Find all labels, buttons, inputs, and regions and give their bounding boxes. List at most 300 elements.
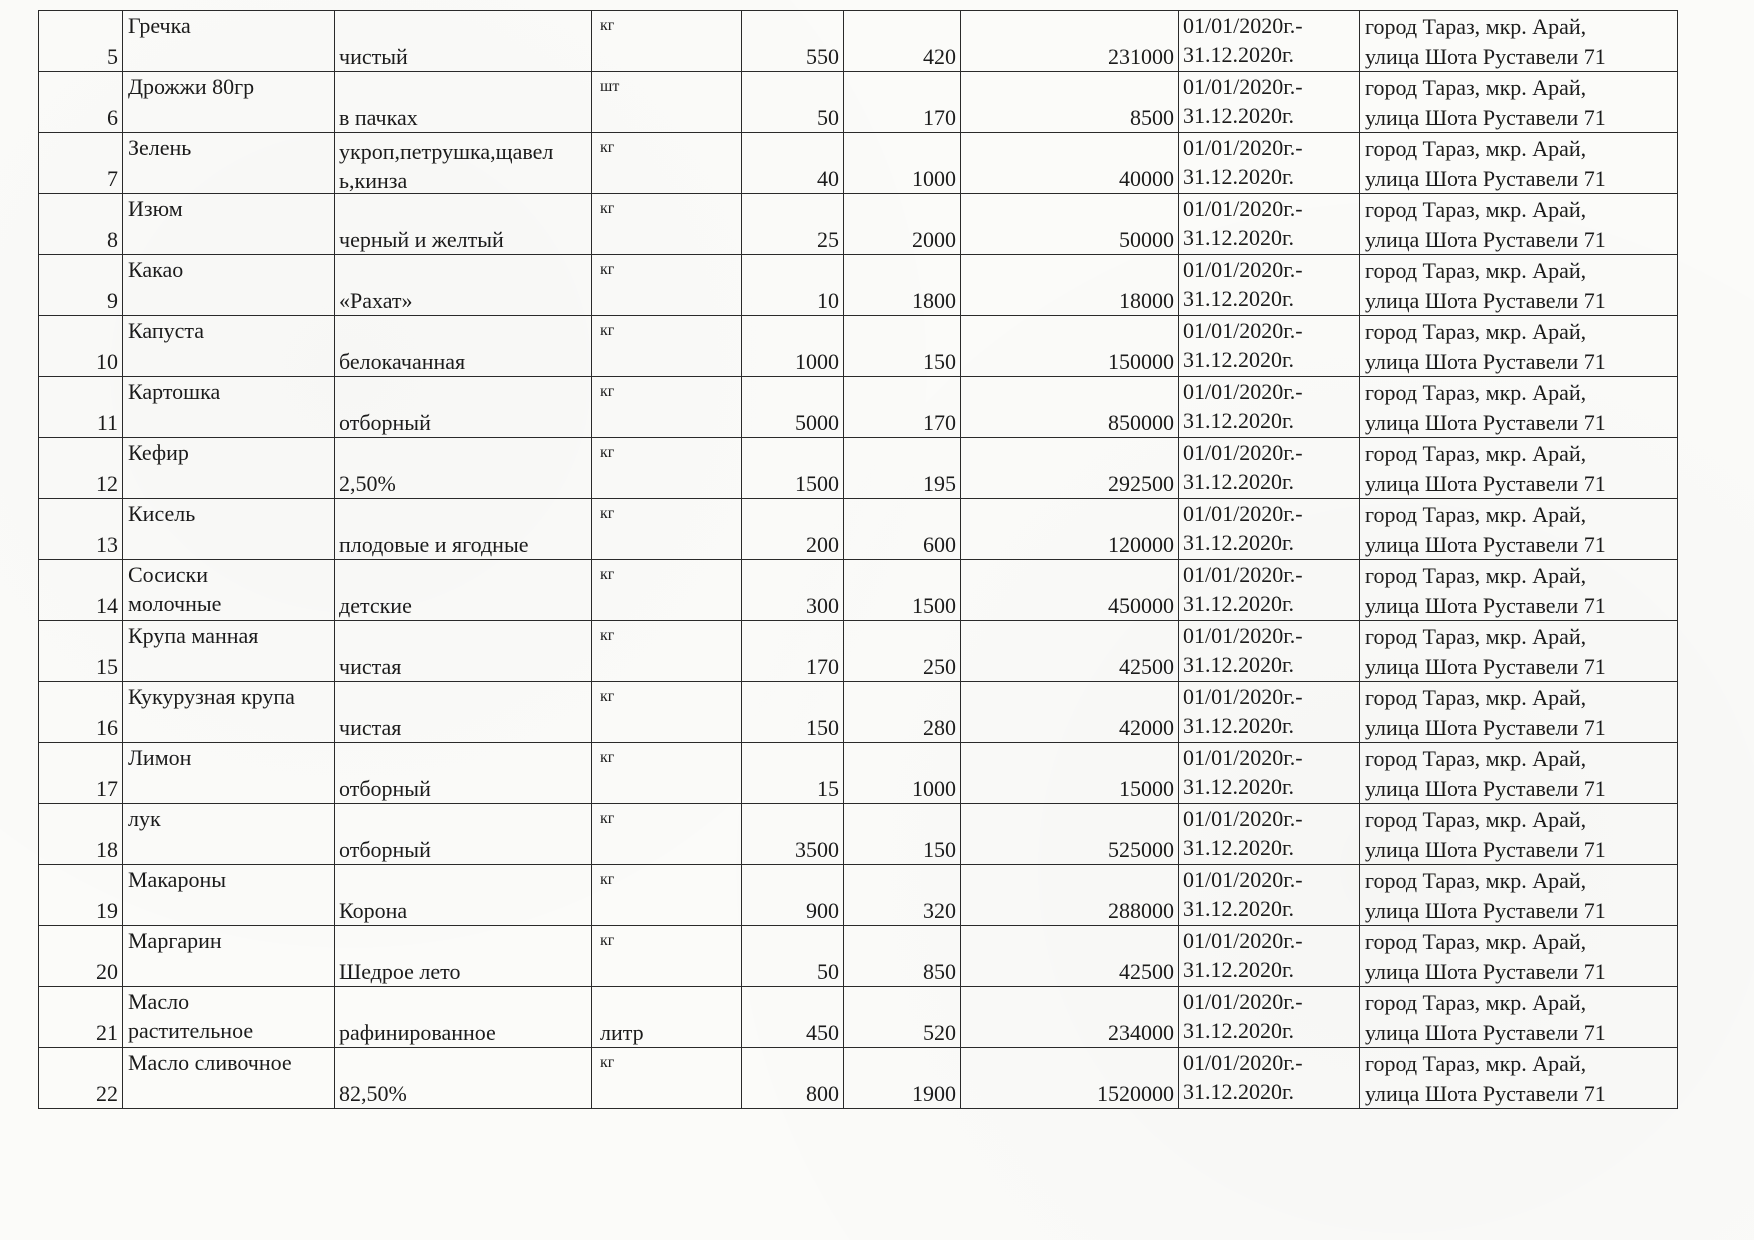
unit-cell [592,1048,742,1109]
total-sum-cell [961,560,1179,621]
unit-cell [592,255,742,316]
product-spec-cell [335,560,592,621]
unit: литр [600,1020,644,1045]
delivery-address: город Тараз, мкр. Арай, улица Шота Руставели 71 [1365,380,1606,435]
product-name: Зелень [128,135,192,160]
row-number-cell [39,255,123,316]
total-sum-cell [961,682,1179,743]
row-number: 10 [96,349,118,374]
delivery-address-cell [1360,133,1678,194]
total-sum: 234000 [1108,1020,1174,1045]
unit-price: 1900 [912,1081,956,1106]
total-sum-cell [961,926,1179,987]
product-name: Какао [128,257,184,282]
delivery-period: 01/01/2020г.- 31.12.2020г. [1183,684,1303,738]
unit: кг [600,749,615,766]
delivery-period-cell [1179,194,1360,255]
quantity: 550 [806,44,839,69]
row-number: 22 [96,1081,118,1106]
delivery-address: город Тараз, мкр. Арай, улица Шота Руставели 71 [1365,197,1606,252]
row-number: 21 [96,1020,118,1045]
product-name-cell [123,560,335,621]
quantity: 200 [806,532,839,557]
delivery-address-cell [1360,682,1678,743]
total-sum: 42500 [1119,654,1174,679]
total-sum: 18000 [1119,288,1174,313]
unit: кг [600,1054,615,1071]
total-sum-cell [961,133,1179,194]
delivery-address-cell [1360,804,1678,865]
delivery-period-cell [1179,438,1360,499]
unit-price: 2000 [912,227,956,252]
quantity: 900 [806,898,839,923]
total-sum: 15000 [1119,776,1174,801]
unit: кг [600,383,615,400]
row-number: 13 [96,532,118,557]
quantity: 40 [817,166,839,191]
delivery-address-cell [1360,1048,1678,1109]
unit: кг [600,566,615,583]
unit-cell [592,926,742,987]
delivery-address: город Тараз, мкр. Арай, улица Шота Руставели 71 [1365,868,1606,923]
product-name-cell [123,743,335,804]
delivery-address-cell [1360,438,1678,499]
row-number-cell [39,194,123,255]
unit: кг [600,627,615,644]
total-sum-cell [961,255,1179,316]
delivery-period: 01/01/2020г.- 31.12.2020г. [1183,74,1303,128]
total-sum-cell [961,11,1179,72]
delivery-address-cell [1360,560,1678,621]
product-name: Кукурузная крупа [128,684,295,709]
delivery-address: город Тараз, мкр. Арай, улица Шота Руставели 71 [1365,14,1606,69]
delivery-period: 01/01/2020г.- 31.12.2020г. [1183,13,1303,67]
delivery-period: 01/01/2020г.- 31.12.2020г. [1183,1050,1303,1104]
product-name-cell [123,865,335,926]
product-name-cell [123,255,335,316]
delivery-address: город Тараз, мкр. Арай, улица Шота Руставели 71 [1365,502,1606,557]
row-number-cell [39,987,123,1048]
unit-price: 520 [923,1020,956,1045]
unit: кг [600,932,615,949]
quantity: 3500 [795,837,839,862]
unit-cell [592,621,742,682]
product-spec: чистая [339,715,402,740]
delivery-period-cell [1179,621,1360,682]
unit: кг [600,810,615,827]
delivery-period: 01/01/2020г.- 31.12.2020г. [1183,440,1303,494]
total-sum: 120000 [1108,532,1174,557]
product-spec: 82,50% [339,1081,407,1106]
unit-price: 1000 [912,166,956,191]
row-number-cell [39,926,123,987]
delivery-address: город Тараз, мкр. Арай, улица Шота Руставели 71 [1365,441,1606,496]
unit-price-cell [844,194,961,255]
quantity-cell [742,11,844,72]
unit-price-cell [844,133,961,194]
quantity-cell [742,987,844,1048]
unit-price: 850 [923,959,956,984]
total-sum: 42000 [1119,715,1174,740]
total-sum: 40000 [1119,166,1174,191]
table-row [39,194,1678,255]
unit-price-cell [844,499,961,560]
unit-cell [592,499,742,560]
delivery-address: город Тараз, мкр. Арай, улица Шота Руставели 71 [1365,990,1606,1045]
unit-cell [592,804,742,865]
table-row [39,560,1678,621]
delivery-period-cell [1179,133,1360,194]
product-spec-cell [335,865,592,926]
product-spec: укроп,петрушка,щавел ь,кинза [339,139,554,193]
delivery-period: 01/01/2020г.- 31.12.2020г. [1183,562,1303,616]
row-number: 18 [96,837,118,862]
total-sum-cell [961,987,1179,1048]
quantity-cell [742,743,844,804]
delivery-period: 01/01/2020г.- 31.12.2020г. [1183,318,1303,372]
product-spec-cell [335,11,592,72]
product-spec: Шедрое лето [339,959,461,984]
row-number-cell [39,499,123,560]
quantity-cell [742,682,844,743]
product-name-cell [123,11,335,72]
delivery-period: 01/01/2020г.- 31.12.2020г. [1183,928,1303,982]
unit: кг [600,17,615,34]
quantity: 150 [806,715,839,740]
product-spec-cell [335,1048,592,1109]
product-spec: чистая [339,654,402,679]
product-name: Макароны [128,867,227,892]
product-spec: «Рахат» [339,288,413,313]
quantity-cell [742,560,844,621]
quantity-cell [742,72,844,133]
total-sum-cell [961,499,1179,560]
product-name-cell [123,377,335,438]
delivery-period-cell [1179,926,1360,987]
total-sum-cell [961,804,1179,865]
delivery-address: город Тараз, мкр. Арай, улица Шота Руставели 71 [1365,746,1606,801]
table-row [39,987,1678,1048]
quantity-cell [742,438,844,499]
total-sum: 292500 [1108,471,1174,496]
unit-price: 150 [923,349,956,374]
total-sum: 150000 [1108,349,1174,374]
unit-cell [592,560,742,621]
total-sum: 1520000 [1097,1081,1174,1106]
product-spec-cell [335,72,592,133]
delivery-address-cell [1360,377,1678,438]
product-spec-cell [335,377,592,438]
product-name-cell [123,1048,335,1109]
row-number-cell [39,682,123,743]
unit-price-cell [844,804,961,865]
total-sum-cell [961,1048,1179,1109]
quantity: 50 [817,959,839,984]
table-row [39,499,1678,560]
delivery-period-cell [1179,316,1360,377]
row-number: 6 [107,105,118,130]
delivery-period-cell [1179,865,1360,926]
product-spec: в пачках [339,105,418,130]
total-sum-cell [961,72,1179,133]
unit-cell [592,743,742,804]
delivery-period-cell [1179,499,1360,560]
product-name-cell [123,133,335,194]
unit-cell [592,11,742,72]
unit-cell [592,377,742,438]
delivery-address-cell [1360,621,1678,682]
delivery-address-cell [1360,255,1678,316]
unit-price: 250 [923,654,956,679]
delivery-period-cell [1179,377,1360,438]
delivery-period-cell [1179,255,1360,316]
total-sum-cell [961,743,1179,804]
unit-price: 1000 [912,776,956,801]
table-row [39,72,1678,133]
quantity: 5000 [795,410,839,435]
unit-price-cell [844,743,961,804]
product-spec: отборный [339,837,431,862]
quantity-cell [742,1048,844,1109]
quantity: 800 [806,1081,839,1106]
row-number-cell [39,804,123,865]
unit-cell [592,72,742,133]
total-sum: 450000 [1108,593,1174,618]
quantity-cell [742,865,844,926]
quantity: 170 [806,654,839,679]
unit-price: 420 [923,44,956,69]
quantity-cell [742,377,844,438]
row-number: 19 [96,898,118,923]
row-number-cell [39,1048,123,1109]
total-sum: 231000 [1108,44,1174,69]
delivery-address: город Тараз, мкр. Арай, улица Шота Руставели 71 [1365,1051,1606,1106]
unit-price: 170 [923,410,956,435]
product-name-cell [123,926,335,987]
delivery-address-cell [1360,499,1678,560]
unit-price-cell [844,11,961,72]
table-row [39,621,1678,682]
total-sum-cell [961,194,1179,255]
delivery-period: 01/01/2020г.- 31.12.2020г. [1183,196,1303,250]
table-row [39,804,1678,865]
total-sum-cell [961,316,1179,377]
product-spec-cell [335,194,592,255]
product-name-cell [123,682,335,743]
quantity-cell [742,926,844,987]
total-sum-cell [961,377,1179,438]
row-number-cell [39,438,123,499]
delivery-address: город Тараз, мкр. Арай, улица Шота Руставели 71 [1365,136,1606,191]
unit: кг [600,444,615,461]
product-spec-cell [335,804,592,865]
product-name: Кефир [128,440,189,465]
unit-price: 1800 [912,288,956,313]
total-sum-cell [961,438,1179,499]
unit: кг [600,322,615,339]
quantity: 25 [817,227,839,252]
delivery-address: город Тараз, мкр. Арай, улица Шота Руставели 71 [1365,258,1606,313]
procurement-table [38,10,1678,1109]
quantity-cell [742,804,844,865]
unit: кг [600,139,615,156]
delivery-address: город Тараз, мкр. Арай, улица Шота Руставели 71 [1365,563,1606,618]
product-name-cell [123,72,335,133]
table-row [39,377,1678,438]
unit-price-cell [844,377,961,438]
product-name: Гречка [128,13,191,38]
product-name-cell [123,499,335,560]
unit-price-cell [844,255,961,316]
quantity-cell [742,194,844,255]
delivery-address-cell [1360,926,1678,987]
product-spec-cell [335,743,592,804]
delivery-address-cell [1360,11,1678,72]
delivery-address-cell [1360,316,1678,377]
row-number: 8 [107,227,118,252]
unit-price-cell [844,865,961,926]
row-number-cell [39,11,123,72]
delivery-address-cell [1360,743,1678,804]
table-row [39,1048,1678,1109]
quantity: 15 [817,776,839,801]
unit-cell [592,865,742,926]
product-spec-cell [335,316,592,377]
table-row [39,926,1678,987]
product-spec: черный и желтый [339,227,504,252]
table-row [39,682,1678,743]
table-row [39,316,1678,377]
quantity: 1500 [795,471,839,496]
product-name: Лимон [128,745,192,770]
product-spec-cell [335,926,592,987]
product-name: Маргарин [128,928,222,953]
unit: кг [600,200,615,217]
row-number-cell [39,316,123,377]
delivery-address: город Тараз, мкр. Арай, улица Шота Руставели 71 [1365,929,1606,984]
total-sum: 50000 [1119,227,1174,252]
quantity-cell [742,499,844,560]
product-name: Изюм [128,196,183,221]
table-row [39,865,1678,926]
row-number-cell [39,743,123,804]
quantity-cell [742,255,844,316]
unit: кг [600,688,615,705]
row-number: 12 [96,471,118,496]
product-name-cell [123,987,335,1048]
delivery-address: город Тараз, мкр. Арай, улица Шота Руставели 71 [1365,685,1606,740]
delivery-address-cell [1360,72,1678,133]
product-spec-cell [335,682,592,743]
quantity: 10 [817,288,839,313]
row-number-cell [39,133,123,194]
product-spec: отборный [339,776,431,801]
unit-price: 170 [923,105,956,130]
quantity: 50 [817,105,839,130]
total-sum: 525000 [1108,837,1174,862]
delivery-period-cell [1179,11,1360,72]
row-number: 17 [96,776,118,801]
total-sum: 288000 [1108,898,1174,923]
table-row [39,438,1678,499]
product-name-cell [123,804,335,865]
row-number: 16 [96,715,118,740]
product-name: Сосиски молочные [128,562,222,616]
row-number: 15 [96,654,118,679]
unit-price-cell [844,438,961,499]
quantity-cell [742,316,844,377]
delivery-period-cell [1179,804,1360,865]
unit-price-cell [844,926,961,987]
delivery-period-cell [1179,1048,1360,1109]
unit: кг [600,261,615,278]
product-name: Дрожжи 80гр [128,74,255,99]
table-body [39,11,1678,1109]
quantity: 450 [806,1020,839,1045]
product-name-cell [123,316,335,377]
delivery-period: 01/01/2020г.- 31.12.2020г. [1183,257,1303,311]
row-number: 11 [96,410,118,435]
product-name: Кисель [128,501,196,526]
unit-price-cell [844,560,961,621]
delivery-period-cell [1179,72,1360,133]
unit-cell [592,133,742,194]
product-spec: Корона [339,898,408,923]
row-number-cell [39,72,123,133]
quantity-cell [742,621,844,682]
delivery-address-cell [1360,865,1678,926]
product-spec: рафинированное [339,1020,496,1045]
product-spec-cell [335,987,592,1048]
product-name: Капуста [128,318,205,343]
row-number: 9 [107,288,118,313]
unit: шт [600,78,620,95]
product-spec-cell [335,255,592,316]
unit-cell [592,682,742,743]
product-spec: отборный [339,410,431,435]
total-sum: 850000 [1108,410,1174,435]
unit-price-cell [844,987,961,1048]
quantity: 300 [806,593,839,618]
delivery-address-cell [1360,987,1678,1048]
table-row [39,133,1678,194]
total-sum: 42500 [1119,959,1174,984]
product-spec-cell [335,499,592,560]
product-name: лук [128,806,161,831]
unit-price: 320 [923,898,956,923]
row-number-cell [39,377,123,438]
unit-cell [592,194,742,255]
unit-price: 280 [923,715,956,740]
row-number-cell [39,621,123,682]
product-spec-cell [335,438,592,499]
total-sum-cell [961,865,1179,926]
product-name-cell [123,194,335,255]
unit-price-cell [844,1048,961,1109]
row-number-cell [39,560,123,621]
unit-cell [592,987,742,1048]
delivery-period: 01/01/2020г.- 31.12.2020г. [1183,867,1303,921]
delivery-period: 01/01/2020г.- 31.12.2020г. [1183,135,1303,189]
product-name: Масло сливочное [128,1050,292,1075]
unit-cell [592,316,742,377]
product-spec: белокачанная [339,349,466,374]
delivery-period-cell [1179,560,1360,621]
product-spec: детские [339,593,412,618]
product-spec-cell [335,621,592,682]
delivery-period: 01/01/2020г.- 31.12.2020г. [1183,379,1303,433]
delivery-period: 01/01/2020г.- 31.12.2020г. [1183,989,1303,1043]
